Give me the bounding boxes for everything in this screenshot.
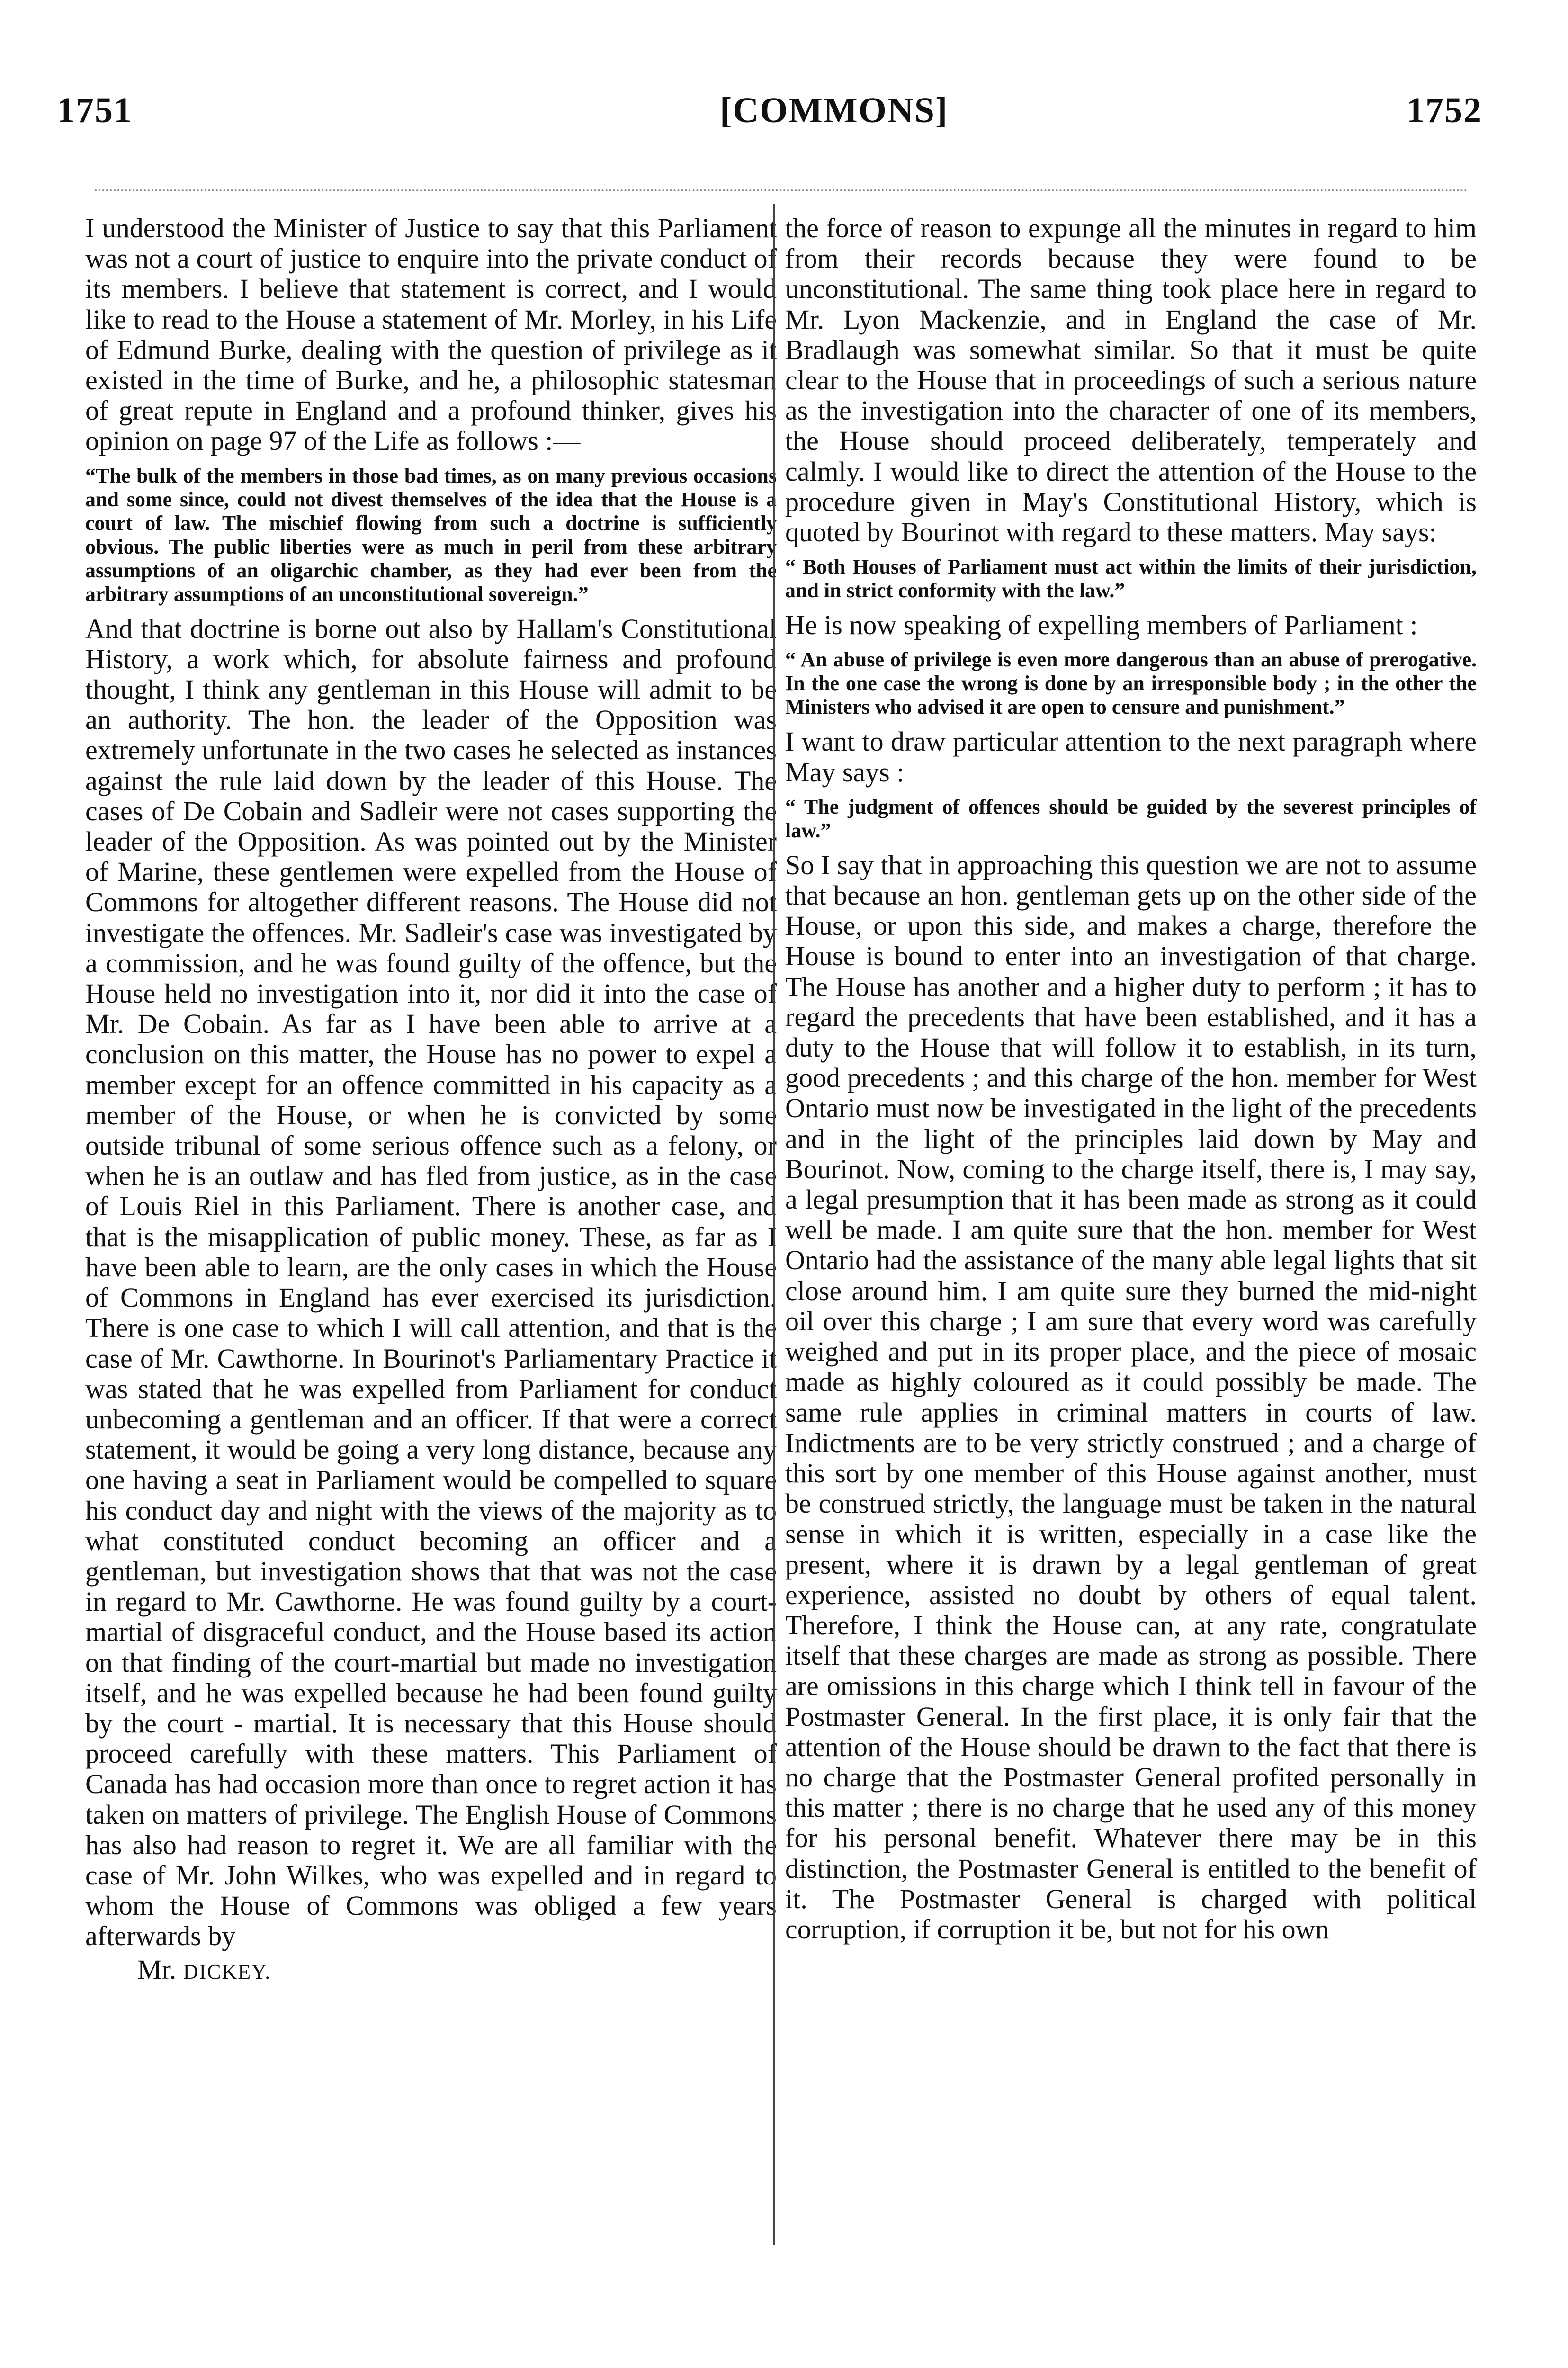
speaker-name: DICKEY. — [183, 1960, 271, 1983]
page-number-left: 1751 — [57, 90, 133, 130]
left-paragraph-1: I understood the Minister of Justice to say that this Parliament was not a court of justice to enquire into the private conduct of its members. I believe that statement is correct, and I would like to read to the House a statement of Mr. Morley, in his Life of Edmund Burke, dealing with the question of privilege as it existed in the time of Burke, and he, a philosophic statesman of great repute in England and a profound thinker, gives his opinion on page 97 of the Life as follows :— — [85, 213, 777, 457]
column-divider — [773, 204, 775, 2245]
left-column — [85, 213, 777, 1987]
right-quote-3: “ The judgment of offences should be guided by the severest principles of law.” — [785, 795, 1477, 842]
left-quote-morley: “The bulk of the members in those bad times, as on many previous occasions and some since, could not divest themselves of the idea that the House is a court of law. The mischief flowing from such a doctrine is sufficiently obvious. The public liberties were as much in peril from these arbitrary assumptions of an oligarchic chamber, as they had ever been from the arbitrary assumptions of an unconstitutional sovereign.” — [85, 464, 777, 606]
header-rule — [95, 189, 1468, 191]
left-paragraph-2: And that doctrine is borne out also by Hallam's Constitutional History, a work which, for absolute fairness and profound thought, I think any gentleman in this House will admit to be an authority. The hon. the leader of the Opposition was extremely unfortunate in the two cases he selected as instances against the rule laid down by the leader of this House. The cases of De Cobain and Sadleir were not cases supporting the leader of the Opposition. As was pointed out by the Minister of Marine, these gentlemen were expelled from the House of Commons for altogether different reasons. The House did not investigate the offences. Mr. Sadleir's case was investigated by a commission, and he was found guilty of the offence, but the House held no investigation into it, nor did it into the case of Mr. De Cobain. As far as I have been able to arrive at a conclusion on this matter, the House has no power to expel a member except for an offence committed in his capacity as a member of the House, or when he is convicted by some outside tribunal of some serious offence such as a felony, or when he is an outlaw and has fled from justice, as in the case of Louis Riel in this Parliament. There is another case, and that is the misapplication of public money. These, as far as I have been able to learn, are the only cases in which the House of Commons in England has ever exercised its jurisdiction. There is one case to which I will call attention, and that is the case of Mr. Cawthorne. In Bourinot's Parliamentary Practice it was stated that he was expelled from Parliament for conduct unbecoming a gentleman and an officer. If that were a correct statement, it would be going a very long distance, because any one having a seat in Parliament would be compelled to square his conduct day and night with the views of the majority as to what constituted conduct becoming an officer and a gentleman, but investigation shows that that was not the case in regard to Mr. Cawthorne. He was found guilty by a court-martial of disgraceful conduct, and the House based its action on that finding of the court-martial but made no investigation itself, and he was expelled because he had been found guilty by the court - martial. It is necessary that this House should proceed carefully with these matters. This Parliament of Canada has had occasion more than once to regret action it has taken on matters of privilege. The English House of Commons has also had reason to regret it. We are all familiar with the case of Mr. John Wilkes, who was expelled and in regard to whom the House of Commons was obliged a few years afterwards by — [85, 613, 777, 1952]
right-quote-2: “ An abuse of privilege is even more dangerous than an abuse of prerogative. In the one case the wrong is done by an irresponsible body ; in the other the Ministers who advised it are open to censure and punishment.” — [785, 648, 1477, 719]
speaker-prefix: Mr. — [137, 1954, 177, 1985]
right-paragraph-3: I want to draw particular attention to the next paragraph where May says : — [785, 726, 1477, 788]
right-paragraph-2: He is now speaking of expelling members of Parliament : — [785, 610, 1418, 641]
page-header — [57, 90, 1482, 156]
right-quote-1: “ Both Houses of Parliament must act within the limits of their jurisdiction, and in strict conformity with the law.” — [785, 555, 1477, 602]
section-title: [COMMONS] — [720, 90, 949, 130]
speaker-signature — [137, 1955, 777, 1987]
page-number-right: 1752 — [1407, 90, 1482, 130]
right-paragraph-4: So I say that in approaching this question we are not to assume that because an hon. gentleman gets up on the other side of the House, or upon this side, and makes a charge, therefore the House is bound to enter into an investigation of that charge. The House has another and a higher duty to perform ; it has to regard the precedents that have been established, and it has a duty to the House that will follow it to establish, in its turn, good precedents ; and this charge of the hon. member for West Ontario must now be investigated in the light of the precedents and in the light of the principles laid down by May and Bourinot. Now, coming to the charge itself, there is, I may say, a legal presumption that it has been made as strong as it could well be made. I am quite sure that the hon. member for West Ontario had the assistance of the many able legal lights that sit close around him. I am quite sure they burned the mid-night oil over this charge ; I am sure that every word was carefully weighed and put in its proper place, and the piece of mosaic made as highly coloured as it could possibly be made. The same rule applies in criminal matters in courts of law. Indictments are to be very strictly construed ; and a charge of this sort by one member of this House against another, must be construed strictly, the language must be taken in the natural sense in which it is written, especially in a case like the present, where it is drawn by a legal gentleman of great experience, assisted no doubt by others of equal talent. Therefore, I think the House can, at any rate, congratulate itself that these charges are made as strong as possible. There are omissions in this charge which I think tell in favour of the Postmaster General. In the first place, it is only fair that the attention of the House should be drawn to the fact that there is no charge that the Postmaster General profited personally in this matter ; there is no charge that he used any of this money for his personal benefit. Whatever there may be in this distinction, the Postmaster General is entitled to the benefit of it. The Postmaster General is charged with political corruption, if corruption it be, but not for his own — [785, 849, 1477, 1945]
right-paragraph-1: the force of reason to expunge all the minutes in regard to him from their records because they were found to be unconstitutional. The same thing took place here in regard to Mr. Lyon Mackenzie, and in England the case of Mr. Bradlaugh was somewhat similar. So that it must be quite clear to the House that in proceedings of such a serious nature as the investigation into the character of one of its members, the House should proceed deliberately, temperately and calmly. I would like to direct the attention of the House to the procedure given in May's Constitutional History, which is quoted by Bourinot with regard to these matters. May says: — [785, 213, 1477, 548]
right-column — [785, 213, 1477, 1945]
